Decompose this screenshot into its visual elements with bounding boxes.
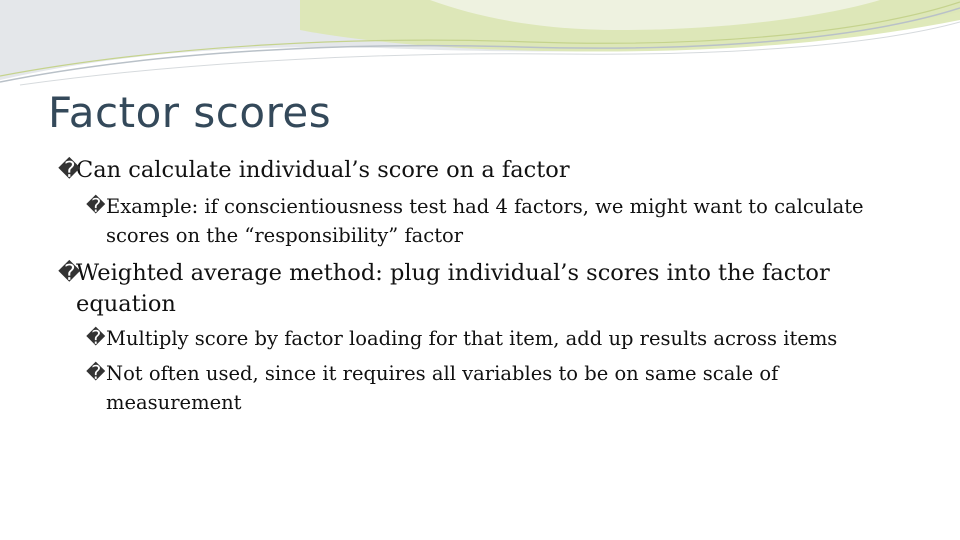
slide-title: Factor scores bbox=[48, 88, 332, 137]
bullet-icon: � bbox=[58, 261, 81, 286]
bullet-text: Can calculate individual’s score on a factor bbox=[76, 157, 570, 183]
bullet-text: Example: if conscientiousness test had 4 factors, we might want to calculate scores on the “responsibility” factor bbox=[106, 195, 864, 247]
bullet-text: Multiply score by factor loading for that item, add up results across items bbox=[106, 327, 838, 350]
sub-bullet-item bbox=[58, 324, 918, 353]
bullet-item bbox=[58, 155, 918, 186]
bullet-icon: � bbox=[86, 327, 106, 349]
sub-bullet-item bbox=[58, 192, 918, 250]
bullet-icon: � bbox=[86, 195, 106, 217]
bullet-list bbox=[58, 155, 918, 417]
header-swoosh-decoration bbox=[0, 0, 960, 100]
bullet-item bbox=[58, 258, 918, 320]
bullet-icon: � bbox=[58, 158, 81, 183]
bullet-text: Weighted average method: plug individual’s scores into the factor equation bbox=[76, 260, 830, 317]
sub-bullet-item bbox=[58, 359, 918, 417]
bullet-icon: � bbox=[86, 362, 106, 384]
bullet-text: Not often used, since it requires all variables to be on same scale of measurement bbox=[106, 362, 779, 414]
